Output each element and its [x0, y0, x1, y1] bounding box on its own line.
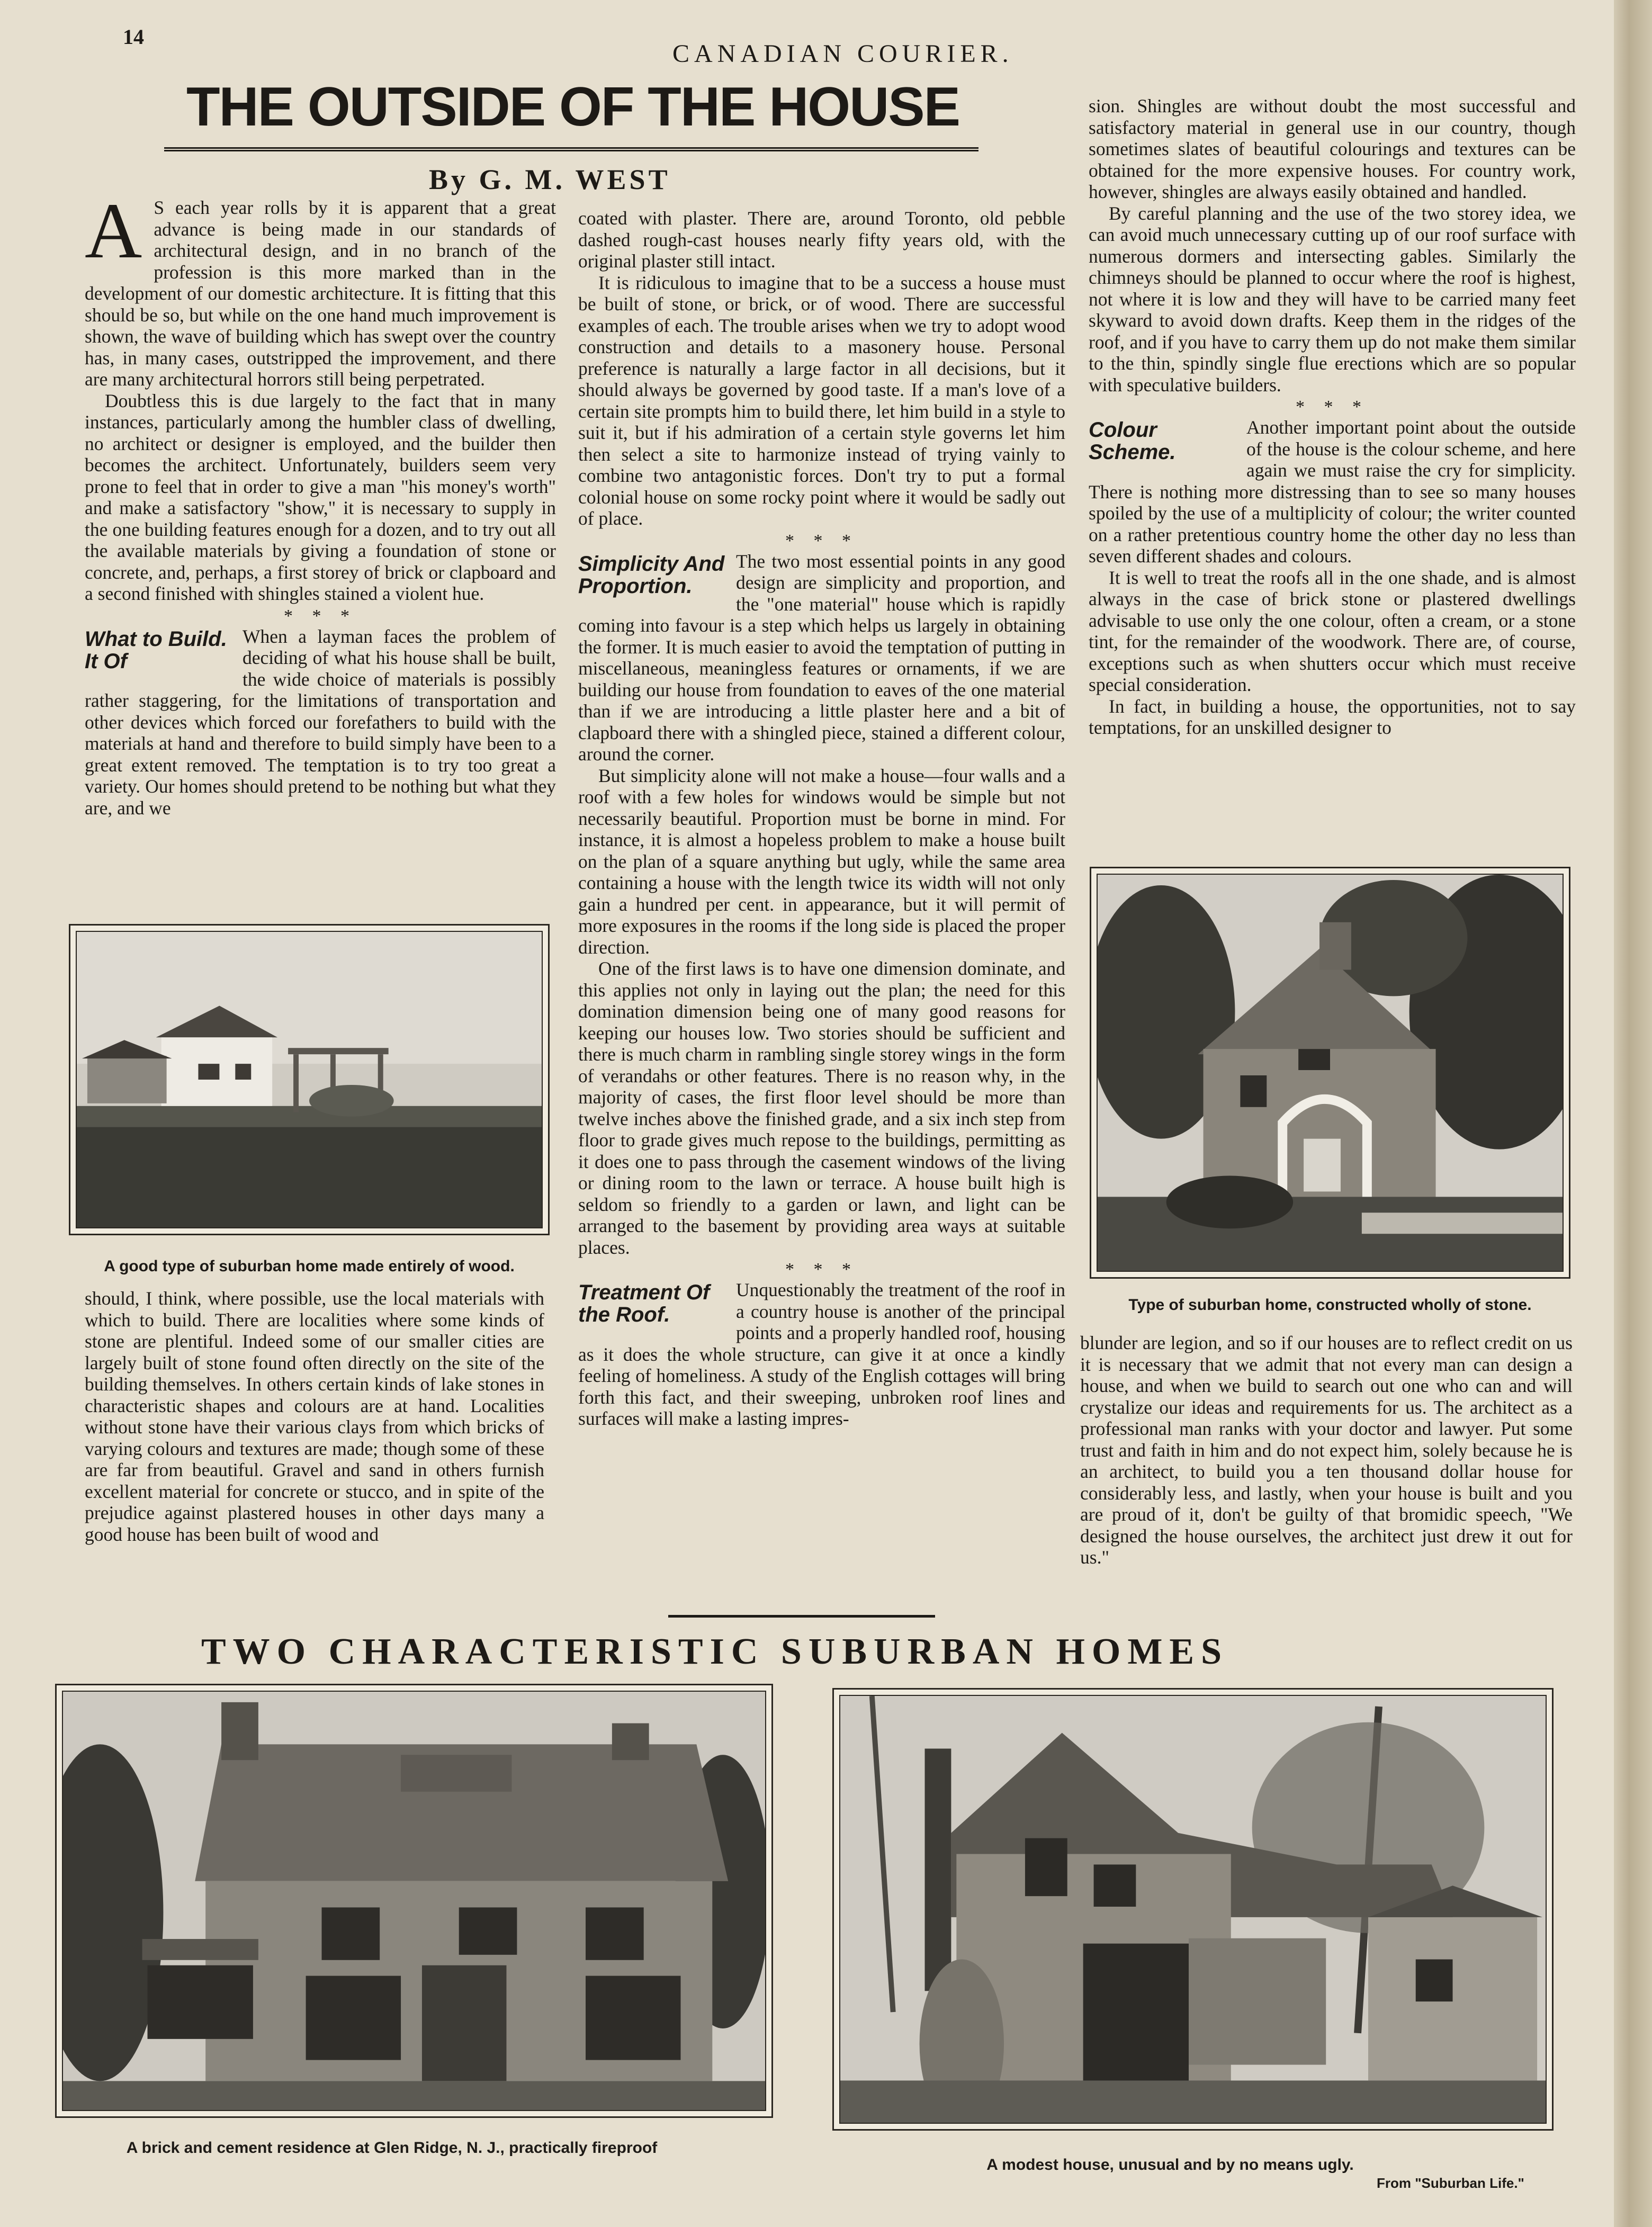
section-divider: * * *: [1296, 397, 1369, 417]
photo-wood-home: [69, 924, 550, 1235]
column-1-top: [85, 187, 556, 819]
column-2: [578, 208, 1065, 1430]
paragraph: What to Build. It Of When a layman faces the problem of deciding of what his house shall be built, the wide choice of materials is possibly rather staggering, for the limitations of transportation and other devices which forced our forefathers to build with the materials at hand and therefore to build simply have been to a great extent removed. The temptation is to try too great a variety. Our homes should pretend to be nothing but what they are, and we: [85, 625, 556, 819]
photo-credit: From "Suburban Life.": [1377, 2175, 1524, 2191]
article-title: THE OUTSIDE OF THE HOUSE: [186, 76, 960, 138]
caption-wood-home: A good type of suburban home made entirely of wood.: [104, 1258, 515, 1275]
column-3-top: [1089, 95, 1576, 739]
byline: By G. M. WEST: [429, 164, 671, 195]
caption-stone-home: Type of suburban home, constructed wholly of stone.: [1128, 1296, 1532, 1314]
brick-residence-image: [63, 1692, 765, 2110]
paragraph: It is well to treat the roofs all in the one shade, and is almost always in the case of brick stone or plastered dwellings advisable to use only the one colour, often a cream, or a stone tint, for the remainder of the woodwork. There are, of course, exceptions such as when shutters occur which must receive special consideration.: [1089, 567, 1576, 695]
paragraph: One of the first laws is to have one dimension dominate, and this applies not only in laying out the plan; the need for this domination dimension being one of many good reasons for keeping our houses low. Two stories should be sufficient and there is much charm in rambling single storey wings in the form of verandahs or other features. There is no reason why, in the majority of cases, the first floor level should be more than twelve inches above the finished grade, and a six inch step from floor to grade gives much repose to the buildings, permitting as it does one to pass through the casement windows of the living or dining room to the lawn or terrace. A house built high is seldom so friendly to a garden or lawn, and light can be arranged to the basement by providing area ways at suitable places.: [578, 958, 1065, 1258]
title-rule: [164, 147, 978, 151]
page-gutter: [1614, 0, 1652, 2227]
stone-home-image: [1098, 875, 1563, 1271]
paragraph: Simplicity And Proportion. The two most essential points in any good design are simplicity and proportion, and the "one material" house which is rapidly coming into favour is a step which helps us largely in obtaining the former. It is much easier to avoid the temptation of putting in miscellaneous, meaningless features or ornaments, if we are building our house from foundation to eaves of the one material than if we are introducing a little plaster here and a bit of clapboard there with a shingled piece, stained a different colour, around the corner.: [578, 550, 1065, 765]
paragraph: Doubtless this is due largely to the fact that in many instances, particularly among the humbler class of dwelling, no architect or designer is employed, and the builder then becomes the architect. Unfortunately, builders seem very prone to feel that in order to give a man "his money's worth" and make a satisfactory "show," it is necessary to supply in the one building features enough for a dozen, and to try out all the available materials by giving a foundation of stone or concrete, and, perhaps, a first storey of brick or clapboard and a second finished with shingles stained a violent hue.: [85, 390, 556, 604]
caption-modest-house: A modest house, unusual and by no means ugly.: [986, 2156, 1354, 2174]
column-3-bottom: [1080, 1332, 1573, 1568]
paragraph: A S each year rolls by it is apparent that a great advance is being made in our standards of architectural design, and in no branch of the profession is this more marked than in the development of our domestic architecture. It is fitting that this should be so, but while on the one hand much improvement is shown, the wave of building which has swept over the country has, in many cases, outstripped the improvement, and there are many architectural horrors still being perpetrated.: [85, 187, 556, 390]
section-rule: [668, 1615, 935, 1618]
wood-home-image: [77, 932, 542, 1227]
photo-modest-house: [832, 1688, 1554, 2131]
column-1-bottom: [85, 1288, 544, 1545]
paragraph: It is ridiculous to imagine that to be a success a house must be built of stone, or brick, or of wood. There are successful examples of each. The trouble arises when we try to adopt wood construction and details to a masonery house. Personal preference is naturally a large factor in all decisions, but it should always be governed by good taste. If a man's love of a certain site prompts him to build there, let him build in a style to suit it, but if his admiration of a certain style governs let him then select a site to harmonize instead of trying vainly to combine two antagonistic forces. Don't try to put a formal colonial house on some rocky point where it would be sadly out of place.: [578, 272, 1065, 529]
modest-house-image: [840, 1696, 1546, 2123]
paragraph: But simplicity alone will not make a house—four walls and a roof with a few holes for windows would be simple but not necessarily beautiful. Proportion must be borne in mind. For instance, it is almost a hopeless problem to make a house built on the plan of a square anything but ugly, while the same area containing a house with the length twice its width will not only gain a hundred per cent. in appearance, but it will permit of more exposures in the rooms if the long side is placed the proper direction.: [578, 765, 1065, 958]
paragraph: should, I think, where possible, use the local materials with which to build. There are localities where some kinds of stone are plentiful. Indeed some of our smaller cities are largely built of stone found often directly on the site of the building themselves. In others certain kinds of lake stones in characteristic shapes and colours are at hand. Localities without stone have their various clays from which bricks of varying colours and textures are made; though some of these are far from beautiful. Gravel and sand in others furnish excellent material for concrete or stucco, and in spite of the prejudice against plastered houses in other days many a good house has been built of wood and: [85, 1288, 544, 1545]
drop-cap: A: [85, 187, 142, 275]
side-heading: What to Build. It Of: [85, 627, 227, 673]
running-head: CANADIAN COURIER.: [672, 40, 1013, 68]
paragraph: By careful planning and the use of the two storey idea, we can avoid much unnecessary cutting up of our roof surface with numerous dormers and intersecting gables. Similarly the chimneys should be planned to occur where the roof is highest, not where it is low and they will have to be carried many feet skyward to avoid down drafts. Keep them in the ridges of the roof, and if you have to carry them up do not make them similar to the thin, spindly single flue erections which are so popular with speculative builders.: [1089, 202, 1576, 396]
page-number: 14: [123, 25, 144, 49]
section-title: TWO CHARACTERISTIC SUBURBAN HOMES: [201, 1631, 1229, 1672]
paragraph: Treatment Of the Roof. Unquestionably the treatment of the roof in a country house is another of the principal points and a properly handled roof, housing as it does the whole structure, can give it at once a kindly feeling of homeliness. A study of the English cottages will bring forth this fact, and their sweeping, unbroken roof lines and surfaces will make a lasting impres-: [578, 1279, 1065, 1429]
paragraph: Colour Scheme. Another important point about the outside of the house is the colour scheme, and here again we must raise the cry for simplicity. There is nothing more distressing than to see so many houses spoiled by the use of a multiplicity of colour; the writer counted on a rather pretentious country home the other day no less than seven different shades and colours.: [1089, 417, 1576, 567]
photo-stone-home: [1090, 867, 1570, 1279]
paragraph: coated with plaster. There are, around Toronto, old pebble dashed rough-cast houses nearly fifty years old, with the original plaster still intact.: [578, 208, 1065, 272]
paragraph: blunder are legion, and so if our houses are to reflect credit on us it is necessary that we admit that not every man can design a house, and when we build to search out one who can and will crystalize our ideas and requirements for us. The architect as a professional man ranks with your doctor and lawyer. Put some trust and faith in him and do not expect him, solely because he is an architect, to build you a ten thousand dollar house for considerably less, and lastly, when your house is built and you are proud of it, don't be guilty of that bromidic speech, "We designed the house ourselves, the architect just drew it out for us.": [1080, 1332, 1573, 1568]
section-divider: * * *: [284, 606, 357, 626]
section-divider: * * *: [785, 1260, 858, 1279]
paragraph: In fact, in building a house, the opportunities, not to say temptations, for an unskilled designer to: [1089, 695, 1576, 738]
side-heading: Treatment Of the Roof.: [578, 1281, 710, 1326]
photo-brick-residence: [55, 1684, 773, 2118]
side-heading: Colour Scheme.: [1089, 418, 1176, 464]
section-divider: * * *: [785, 531, 858, 551]
side-heading: Simplicity And Proportion.: [578, 552, 725, 598]
caption-brick-residence: A brick and cement residence at Glen Ridge, N. J., practically fireproof: [126, 2139, 658, 2157]
paragraph: sion. Shingles are without doubt the most successful and satisfactory material in general use in our country, though sometimes slates of beautiful colourings and textures can be obtained for the more expensive houses. For country work, however, shingles are always easily obtained and handled.: [1089, 95, 1576, 202]
